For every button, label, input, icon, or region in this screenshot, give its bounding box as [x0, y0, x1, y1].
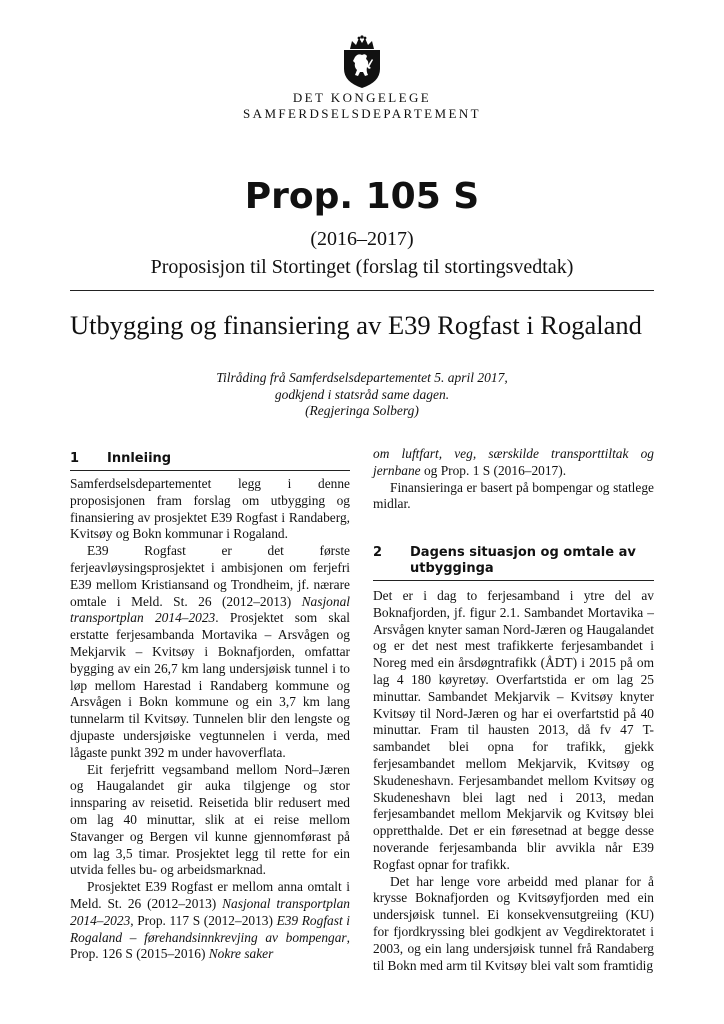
section-1-number: 1 [70, 451, 80, 466]
paragraph-text: Prosjektet E39 Rogfast er mellom anna omtalt i Meld. St. 26 (2012–2013) [70, 879, 350, 911]
paragraph-text: og Prop. 1 S (2016–2017). [420, 462, 567, 478]
section-2-title: Dagens situasjon og omtale av utbygginga [410, 545, 636, 576]
title-divider [70, 290, 654, 291]
reference-title: Nokre saker [208, 946, 274, 962]
section-1-paragraph-4 [70, 879, 350, 963]
section-1-paragraph-2 [70, 543, 350, 761]
reference-title: om luftfart, veg, særskilde transporttiltak og jernbane [373, 446, 654, 478]
recommendation-line-2: godkjend i statsråd same dagen. [274, 386, 450, 402]
section-1-title: Innleiing [107, 451, 172, 466]
recommendation-line-1: Tilråding frå Samferdselsdepartementet 5. april 2017, [216, 370, 508, 385]
recommendation-line-3: (Regjeringa Solberg) [305, 403, 419, 418]
ministry-line-2: SAMFERDSELSDEPARTEMENT [243, 106, 481, 121]
coat-of-arms-icon [338, 35, 386, 89]
right-column [373, 588, 654, 974]
section-2-heading [373, 545, 654, 581]
proposition-number: Prop. 105 S [244, 176, 480, 217]
section-2-number: 2 [373, 545, 383, 560]
paragraph-text: , Prop. 117 S (2012–2013) [130, 912, 277, 928]
reference-title: Nasjonal transportplan 2014–2023 [70, 895, 351, 928]
paragraph-text: , Prop. 126 S (2015–2016) [70, 929, 350, 962]
document-title: Utbygging og finansiering av E39 Rogfast i Rogaland [70, 310, 642, 340]
proposition-subtitle: Proposisjon til Stortinget (forslag til stortingsvedtak) [150, 256, 574, 278]
paragraph-text: E39 Rogfast er det første ferjeavløysingsprosjektet i ambisjonen om ferjefri E39 mellom Kristiansand og Trondheim, jf. nærare omtale i Meld. St. 26 (2012–2013) [70, 543, 350, 609]
reference-title: E39 Rogfast i Rogaland – førehandsinnkrevjing av bompengar [70, 912, 351, 945]
section-2-paragraph-2: Det har lenge vore arbeidd med planar for å krysse Boknafjorden og Kvitsøyfjorden med ein undersjøisk tunnel. Ei konsekvensutgreiing (KU) for fjordkryssing blei godkjent av Vegdirektoratet i 2003, og ein lang undersjøisk tunnel frå Randaberg til Bokn med arm til Kvitsøy blei valt som framtidig [373, 873, 654, 973]
section-1-paragraph-1: Samferdselsdepartementet legg i denne proposisjonen fram forslag om utbygging og finansiering av prosjektet E39 Rogfast i Randaberg, Kvitsøy og Bokn kommunar i Rogaland. [70, 476, 350, 542]
financing-paragraph: Finansieringa er basert på bompengar og statlege midlar. [373, 479, 654, 512]
section-1-heading [70, 451, 350, 471]
left-column [70, 476, 350, 963]
section-1-paragraph-3: Eit ferjefritt vegsamband mellom Nord–Jæren og Haugalandet gir auka tilgjenge og stor innsparing av reisetid. Reisetida blir redusert med om lag 40 minuttar, slik at ei reise mellom Stavanger og Bergen vil kunne gjennomførast på om lag 3,5 timar. Prosjektet legg til rette for ein utvida felles bu- og arbeidsmarknad. [70, 761, 350, 878]
reference-title: Nasjonal transportplan 2014–2023 [70, 593, 350, 626]
continued-paragraph [373, 446, 654, 480]
ministry-line-1: DET KONGELEGE [292, 90, 432, 105]
recommendation-note [0, 370, 724, 420]
session-years: (2016–2017) [310, 228, 414, 250]
section-2-paragraph-1: Det er i dag to ferjesamband i ytre del av Boknafjorden, jf. figur 2.1. Sambandet Mortavika – Arsvågen knyter saman Nord-Jæren og Haugalandet og er det nest mest trafikkerte ferjesambandet i Noreg med ein årsdøgntrafikk (ÅDT) i 2015 på om lag 4 180 køyretøy. Overfartstida er om lag 25 minuttar. Sambandet Mekjarvik – Kvitsøy knyter Kvitsøy til Nord-Jæren og har ei overfartstid på 40 minuttar. Fram til hausten 2013, då fv 47 T-sambandet blei opna for trafikk, gjekk ferjesambandet mellom Mekjarvik, Kvitsøy og Skudeneshavn. Ferjesambandet mellom Kvitsøy og Skudeneshavn blei lagt ned i 2013, medan ferjesambandet mellom Mekjarvik og Kvitsøy blei oppretthalde. Det er ein føresetnad at begge desse noverande ferjesambanda blir avvikla når E39 Rogfast opnar for trafikk. [373, 588, 654, 872]
paragraph-text: . Prosjektet som skal erstatte ferjesambanda Mortavika – Arsvågen og Mekjarvik – Kvitsøy i Boknafjorden, omfattar bygging av ein 26,7 km lang undersjøisk tunnel i to løp mellom Harestad i Randaberg kommune og Arsvågen i Bokn kommune og ein 3,7 km lang tunnelarm til Kvitsøy. Tunnelen blir den lengste og djupaste undersjøiske vegtunnelen i verda, med lågaste punkt 392 m under havoverflata. [70, 610, 350, 760]
right-column-top [373, 446, 654, 513]
